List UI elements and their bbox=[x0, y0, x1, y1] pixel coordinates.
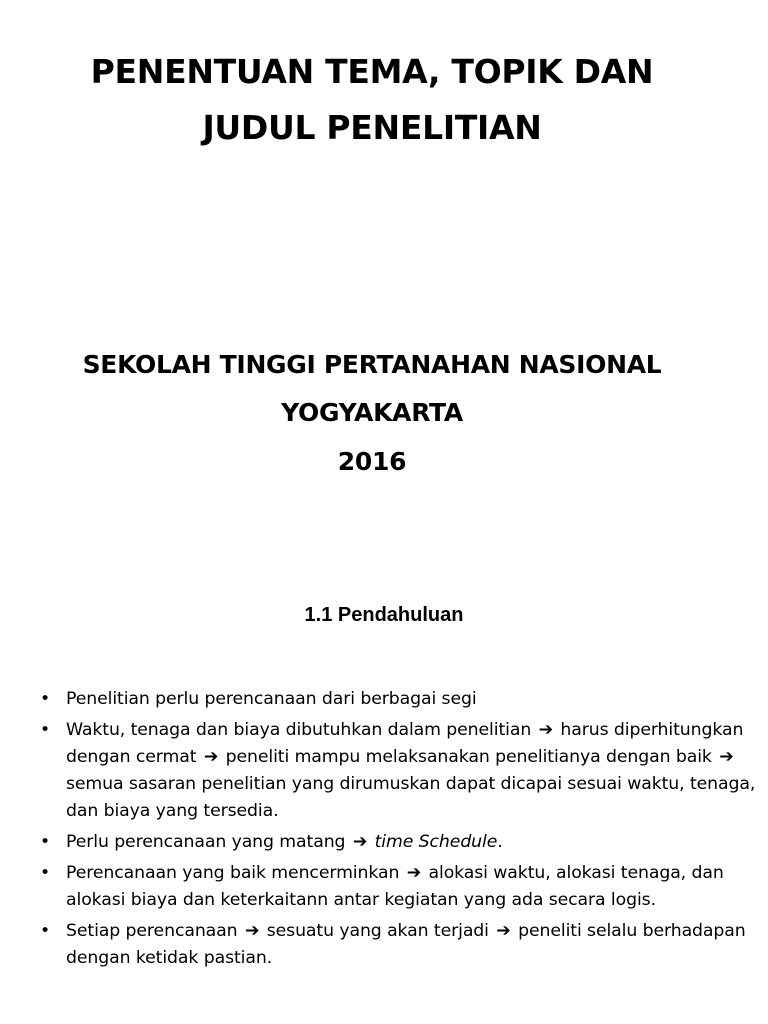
bullet-text: sesuatu yang akan terjadi bbox=[266, 921, 489, 941]
institution-city: YOGYAKARTA bbox=[281, 398, 463, 427]
document-title-line-2: JUDUL PENELITIAN bbox=[202, 108, 542, 147]
arrow-right-icon: ➔ bbox=[406, 863, 422, 883]
bullet-list bbox=[40, 686, 756, 976]
bullet-item bbox=[40, 860, 756, 914]
bullet-text: Setiap perencanaan bbox=[66, 921, 238, 941]
bullet-marker: • bbox=[40, 863, 51, 883]
arrow-right-icon: ➔ bbox=[244, 921, 260, 941]
institution-name: SEKOLAH TINGGI PERTANAHAN NASIONAL bbox=[82, 350, 662, 379]
bullet-marker: • bbox=[40, 832, 51, 852]
bullet-marker: • bbox=[40, 921, 51, 941]
bullet-item bbox=[40, 829, 756, 856]
bullet-text: alokasi waktu, alokasi tenaga, dan alokasi biaya dan keterkaitann antar kegiatan yang ada secara logis. bbox=[66, 863, 724, 910]
bullet-marker: • bbox=[40, 720, 51, 740]
bullet-text: Waktu, tenaga dan biaya dibutuhkan dalam penelitian bbox=[66, 720, 532, 740]
punctuation: . bbox=[497, 832, 503, 852]
bullet-text: Perlu perencanaan yang matang bbox=[66, 832, 346, 852]
bullet-item bbox=[40, 686, 756, 713]
emphasis-text: time Schedule bbox=[374, 832, 498, 852]
arrow-right-icon: ➔ bbox=[496, 921, 511, 941]
section-heading: 1.1 Pendahuluan bbox=[304, 604, 464, 626]
bullet-text: semua sasaran penelitian yang dirumuskan dapat dicapai sesuai waktu, tenaga, dan biaya yang tersedia. bbox=[66, 774, 756, 821]
bullet-text: peneliti selalu berhadapan dengan ketidak pastian. bbox=[66, 921, 746, 968]
document-year: 2016 bbox=[337, 447, 407, 476]
bullet-text: harus diperhitungkan dengan cermat bbox=[66, 720, 744, 767]
bullet-text: Penelitian perlu perencanaan dari berbagai segi bbox=[66, 689, 477, 709]
arrow-right-icon: ➔ bbox=[538, 720, 553, 740]
document-title-line-1: PENENTUAN TEMA, TOPIK DAN bbox=[90, 52, 654, 91]
bullet-text: peneliti mampu melaksanakan penelitianya dengan baik bbox=[225, 747, 712, 767]
bullet-marker: • bbox=[40, 689, 51, 709]
arrow-right-icon: ➔ bbox=[203, 747, 219, 767]
arrow-right-icon: ➔ bbox=[352, 832, 368, 852]
bullet-item bbox=[40, 918, 756, 972]
bullet-item bbox=[40, 717, 756, 825]
bullet-text: Perencanaan yang baik mencerminkan bbox=[66, 863, 400, 883]
arrow-right-icon: ➔ bbox=[719, 747, 734, 767]
